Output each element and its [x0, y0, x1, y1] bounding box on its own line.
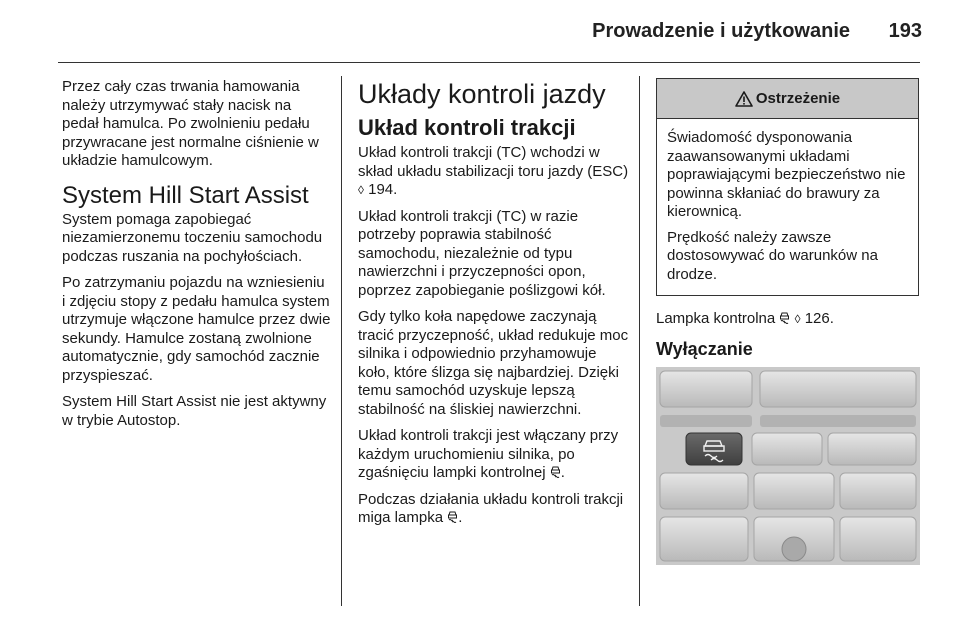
warning-header — [657, 79, 918, 119]
tc-paragraph-2: Układ kontroli trakcji (TC) w razie potrzeby poprawia stabilność samochodu, niezależnie od typu nawierzchni i przyczepności opon, poprzez zapobieganie poślizgowi kół. — [358, 207, 606, 299]
warning-title: Ostrzeżenie — [755, 90, 841, 107]
page-ref-link[interactable]: 126. — [804, 310, 834, 327]
column-divider-left — [341, 76, 342, 606]
switch-off-heading: Wyłączanie — [656, 338, 753, 359]
tc-paragraph-5 — [358, 491, 630, 528]
warning-box — [656, 78, 919, 296]
tc-paragraph-1-text: Układ kontroli trakcji (TC) wchodzi w skład układu stabilizacji toru jazdy (ESC) — [358, 144, 629, 180]
traction-control-lamp-icon — [779, 312, 790, 324]
warning-body — [657, 119, 918, 295]
page-number: 193 — [888, 20, 922, 42]
tc-paragraph-5-text: Podczas działania układu kontroli trakcji miga lampka — [358, 490, 624, 526]
column-divider-right — [639, 76, 640, 606]
tc-button-photo-illustration — [656, 367, 920, 565]
tc-paragraph-4 — [358, 427, 630, 483]
tc-paragraph-1 — [358, 144, 630, 200]
warning-paragraph-1: Świadomość dysponowania zaawansowanymi układami poprawiającymi bezpieczeństwo nie powinna skłaniać do brawury za kierownicą. — [667, 129, 906, 220]
hill-start-heading: System Hill Start Assist — [62, 181, 309, 209]
tc-paragraph-5-end: . — [458, 509, 463, 526]
column-1 — [62, 78, 332, 438]
column-2 — [358, 78, 630, 536]
lamp-reference — [656, 310, 922, 329]
tc-button-photo — [656, 367, 920, 565]
traction-control-lamp-icon — [447, 511, 458, 523]
tc-paragraph-4-text: Układ kontroli trakcji jest włączany przy każdym uruchomieniu silnika, po zgaśnięciu lampki kontrolnej — [358, 427, 619, 481]
traction-control-heading: Układ kontroli trakcji — [358, 115, 576, 140]
running-header-title: Prowadzenie i użytkowanie — [592, 20, 850, 42]
page-ref-arrow-icon: ◊ — [794, 312, 801, 326]
page-ref-link[interactable]: 194. — [368, 181, 398, 198]
tc-paragraph-3: Gdy tylko koła napędowe zaczynają tracić przyczepność, układ redukuje moc silnika i odpowiednio przyhamowuje koło, które ślizga się najbardziej. Dzięki temu samochód uzyskuje lepszą stabilność na śliskiej nawierzchni. — [358, 308, 629, 418]
header-rule — [58, 62, 920, 63]
tc-paragraph-4-end: . — [560, 464, 565, 481]
hill-start-paragraph-3: System Hill Start Assist nie jest aktywny w trybie Autostop. — [62, 393, 327, 429]
column-3 — [656, 78, 922, 565]
lamp-reference-text: Lampka kontrolna — [656, 310, 776, 327]
brake-paragraph: Przez cały czas trwania hamowania należy utrzymywać stały nacisk na pedał hamulca. Po zwolnieniu pedału przywracane jest normalne ciśnienie w układzie hamulcowym. — [62, 78, 319, 169]
hill-start-paragraph-1: System pomaga zapobiegać niezamierzonemu toczeniu samochodu podczas ruszania na pochyłościach. — [62, 210, 323, 265]
warning-paragraph-2: Prędkość należy zawsze dostosowywać do warunków na drodze. — [667, 228, 878, 283]
traction-control-lamp-icon — [550, 466, 561, 478]
driving-control-heading: Układy kontroli jazdy — [358, 79, 606, 109]
hill-start-paragraph-2: Po zatrzymaniu pojazdu na wzniesieniu i zdjęciu stopy z pedału hamulca system utrzymuje włączone hamulce przez dwie sekundy. Hamulce zostaną zwolnione automatycznie, gdy samochód zacznie przyspieszać. — [62, 274, 331, 384]
warning-triangle-icon — [735, 91, 753, 107]
page-ref-arrow-icon: ◊ — [358, 183, 364, 197]
